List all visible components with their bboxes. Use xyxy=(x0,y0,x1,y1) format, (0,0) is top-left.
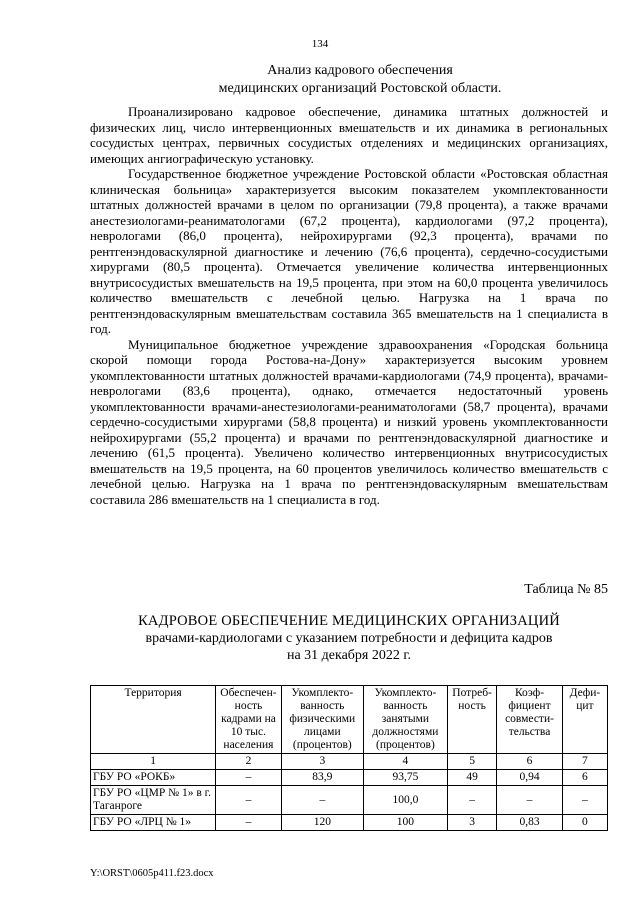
cell-staffing-positions: 100,0 xyxy=(363,786,447,815)
index-cell: 4 xyxy=(363,754,447,770)
header-deficit: Дефи-цит xyxy=(562,686,607,754)
index-cell: 3 xyxy=(281,754,363,770)
table-row xyxy=(91,786,608,815)
body-text xyxy=(90,104,608,507)
table-row xyxy=(91,815,608,831)
table-number: Таблица № 85 xyxy=(524,582,608,597)
cell-territory: ГБУ РО «ЦМР № 1» в г. Таганроге xyxy=(91,786,216,815)
heading-line-2: медицинских организаций Ростовской области. xyxy=(218,81,502,96)
cell-staffing-persons: 120 xyxy=(281,815,363,831)
cell-staffing-persons: 83,9 xyxy=(281,770,363,786)
table-title xyxy=(90,613,608,664)
index-cell: 6 xyxy=(497,754,563,770)
table-title-line-1: КАДРОВОЕ ОБЕСПЕЧЕНИЕ МЕДИЦИНСКИХ ОРГАНИЗАЦИЙ xyxy=(138,613,560,629)
header-provision: Обеспечен-ность кадрами на 10 тыс. населения xyxy=(216,686,282,754)
file-path-footer: Y:\ORST\0605p411.f23.docx xyxy=(90,868,214,879)
cell-provision: – xyxy=(216,770,282,786)
header-staffing-persons: Укомплекто-ванность физическими лицами (процентов) xyxy=(281,686,363,754)
cell-territory: ГБУ РО «РОКБ» xyxy=(91,770,216,786)
paragraph-intro: Проанализировано кадровое обеспечение, динамика штатных должностей и физических лиц, число интервенционных вмешательств и их динамика в региональных сосудистых центрах, первичных сосудистых отделениях и медицинских организациях, имеющих ангиографическую установку. xyxy=(90,104,608,166)
cell-staffing-positions: 100 xyxy=(363,815,447,831)
cell-combination-ratio: 0,83 xyxy=(497,815,563,831)
table-index-row xyxy=(91,754,608,770)
cell-combination-ratio: 0,94 xyxy=(497,770,563,786)
cell-deficit: 0 xyxy=(562,815,607,831)
table-title-line-2: врачами-кардиологами с указанием потребности и дефицита кадров xyxy=(145,631,553,646)
header-staffing-positions: Укомплекто-ванность занятыми должностями (процентов) xyxy=(363,686,447,754)
table-row xyxy=(91,770,608,786)
cell-need: 3 xyxy=(447,815,496,831)
table-title-line-3: на 31 декабря 2022 г. xyxy=(286,648,412,663)
cell-combination-ratio: – xyxy=(497,786,563,815)
cell-provision: – xyxy=(216,786,282,815)
index-cell: 2 xyxy=(216,754,282,770)
header-need: Потреб-ность xyxy=(447,686,496,754)
heading-line-1: Анализ кадрового обеспечения xyxy=(267,63,453,78)
cell-deficit: 6 xyxy=(562,770,607,786)
cell-staffing-positions: 93,75 xyxy=(363,770,447,786)
cell-need: – xyxy=(447,786,496,815)
cell-deficit: – xyxy=(562,786,607,815)
paragraph-rokb: Государственное бюджетное учреждение Ростовской области «Ростовская областная клиническая больница» характеризуется высоким показателем укомплектованности штатных должностей врачами в целом по организации (79,8 процента), а также врачами анестезиологами-реаниматологами (67,2 процента), кардиологами (97,2 процента), неврологами (86,0 процента), нейрохирургами (92,3 процента), врачами по рентгенэндоваскулярной диагностике и лечению (76,6 процента), сердечно-сосудистыми хирургами (80,5 процента). Отмечается увеличение количества интервенционных внутрисосудистых вмешательств на 19,5 процента, при этом на 60,0 процента увеличилось количество вмешательств с лечебной целью. Нагрузка на 1 врача по рентгенэндоваскулярным вмешательствам составила 365 вмешательств на 1 специалиста в год. xyxy=(90,166,608,336)
cell-provision: – xyxy=(216,815,282,831)
header-combination-ratio: Коэф-фициент совмести-тельства xyxy=(497,686,563,754)
index-cell: 1 xyxy=(91,754,216,770)
page-heading xyxy=(200,62,520,98)
page-number: 134 xyxy=(311,38,329,50)
paragraph-gbsmp: Муниципальное бюджетное учреждение здравоохранения «Городская больница скорой помощи города Ростова-на-Дону» характеризуется высоким уровнем укомплектованности штатных должностей врачами-кардиологами (74,9 процента), врачами-неврологами (83,6 процента), однако, отмечается недостаточный уровень укомплектованности врачами-анестезиологами-реаниматологами (58,7 процента), врачами сердечно-сосудистыми хирургами (58,8 процента) и низкий уровень укомплектованности нейрохирургами (55,2 процента) и врачами по рентгенэндоваскулярной диагностике и лечению (61,5 процента). Увеличено количество интервенционных внутрисосудистых вмешательств на 19,5 процента, на 60 процентов увеличилось количество вмешательств с лечебной целью. Нагрузка на 1 врача по рентгенэндоваскулярным вмешательствам составила 286 вмешательств на 1 специалиста в год. xyxy=(90,336,608,507)
staffing-table xyxy=(90,685,608,831)
table-header-row xyxy=(91,686,608,754)
header-territory: Территория xyxy=(91,686,216,754)
index-cell: 7 xyxy=(562,754,607,770)
cell-need: 49 xyxy=(447,770,496,786)
cell-staffing-persons: – xyxy=(281,786,363,815)
cell-territory: ГБУ РО «ЛРЦ № 1» xyxy=(91,815,216,831)
index-cell: 5 xyxy=(447,754,496,770)
